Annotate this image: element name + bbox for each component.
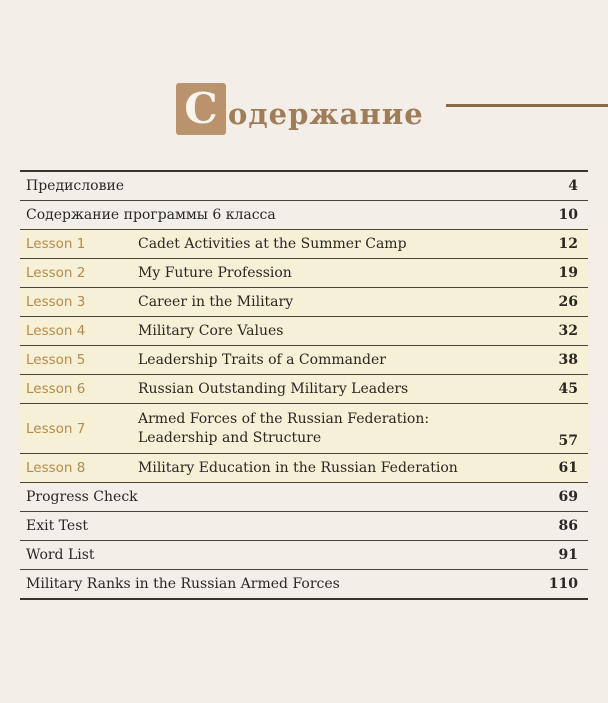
toc-row-program-content[interactable] [20, 201, 588, 230]
title-initial-box [176, 83, 226, 135]
toc-page-number: 69 [558, 489, 578, 505]
page-title [176, 82, 424, 136]
toc-page-number: 10 [558, 207, 578, 223]
toc-row-lesson-6[interactable] [20, 375, 588, 404]
table-of-contents [20, 170, 588, 600]
toc-row-exit-test[interactable] [20, 512, 588, 541]
lesson-number: Lesson 7 [26, 420, 86, 437]
toc-page-number: 26 [558, 294, 578, 310]
toc-row-lesson-7[interactable] [20, 404, 588, 454]
toc-label: Word List [26, 547, 95, 563]
toc-page-number: 45 [558, 381, 578, 397]
toc-row-lesson-1[interactable] [20, 230, 588, 259]
lesson-title: Military Education in the Russian Federation [138, 459, 458, 476]
toc-label: Содержание программы 6 класса [26, 207, 276, 223]
toc-label: Exit Test [26, 518, 89, 534]
lesson-title: Cadet Activities at the Summer Camp [138, 235, 407, 252]
toc-row-lesson-3[interactable] [20, 288, 588, 317]
lesson-number: Lesson 3 [26, 294, 86, 310]
toc-row-lesson-4[interactable] [20, 317, 588, 346]
toc-label: Military Ranks in the Russian Armed Forces [26, 576, 340, 592]
toc-label: Предисловие [26, 178, 125, 194]
toc-page-number: 38 [558, 352, 578, 368]
title-rule-divider [446, 104, 608, 107]
toc-row-progress-check[interactable] [20, 483, 588, 512]
toc-row-military-ranks[interactable] [20, 570, 588, 600]
lesson-title-line-2: Leadership and Structure [138, 429, 322, 446]
toc-page-number: 4 [568, 178, 578, 194]
toc-page-number: 91 [558, 547, 578, 563]
toc-row-lesson-2[interactable] [20, 259, 588, 288]
lesson-number: Lesson 2 [26, 265, 86, 281]
toc-row-word-list[interactable] [20, 541, 588, 570]
lesson-number: Lesson 6 [26, 381, 86, 397]
toc-page-number: 110 [548, 576, 578, 592]
lesson-number: Lesson 8 [26, 460, 86, 476]
lesson-title: Leadership Traits of a Commander [138, 351, 386, 368]
toc-page-number: 61 [558, 460, 578, 476]
lesson-title: Military Core Values [138, 322, 284, 339]
lesson-title: Career in the Military [138, 293, 294, 310]
lesson-number: Lesson 5 [26, 352, 86, 368]
toc-row-lesson-8[interactable] [20, 454, 588, 483]
lesson-title [138, 410, 518, 448]
lesson-number: Lesson 1 [26, 236, 86, 252]
lesson-title: My Future Profession [138, 264, 292, 281]
lesson-number: Lesson 4 [26, 323, 86, 339]
toc-label: Progress Check [26, 489, 138, 505]
toc-page-number: 32 [558, 323, 578, 339]
lesson-title: Russian Outstanding Military Leaders [138, 380, 409, 397]
toc-page-number: 12 [558, 236, 578, 252]
lesson-title-line-1: Armed Forces of the Russian Federation: [138, 410, 430, 427]
toc-page-number: 19 [558, 265, 578, 281]
toc-page-number: 57 [558, 433, 578, 449]
toc-page-number: 86 [558, 518, 578, 534]
toc-row-lesson-5[interactable] [20, 346, 588, 375]
title-initial-letter: С [184, 84, 218, 133]
title-text: одержание [228, 97, 424, 131]
toc-row-preface[interactable] [20, 172, 588, 201]
